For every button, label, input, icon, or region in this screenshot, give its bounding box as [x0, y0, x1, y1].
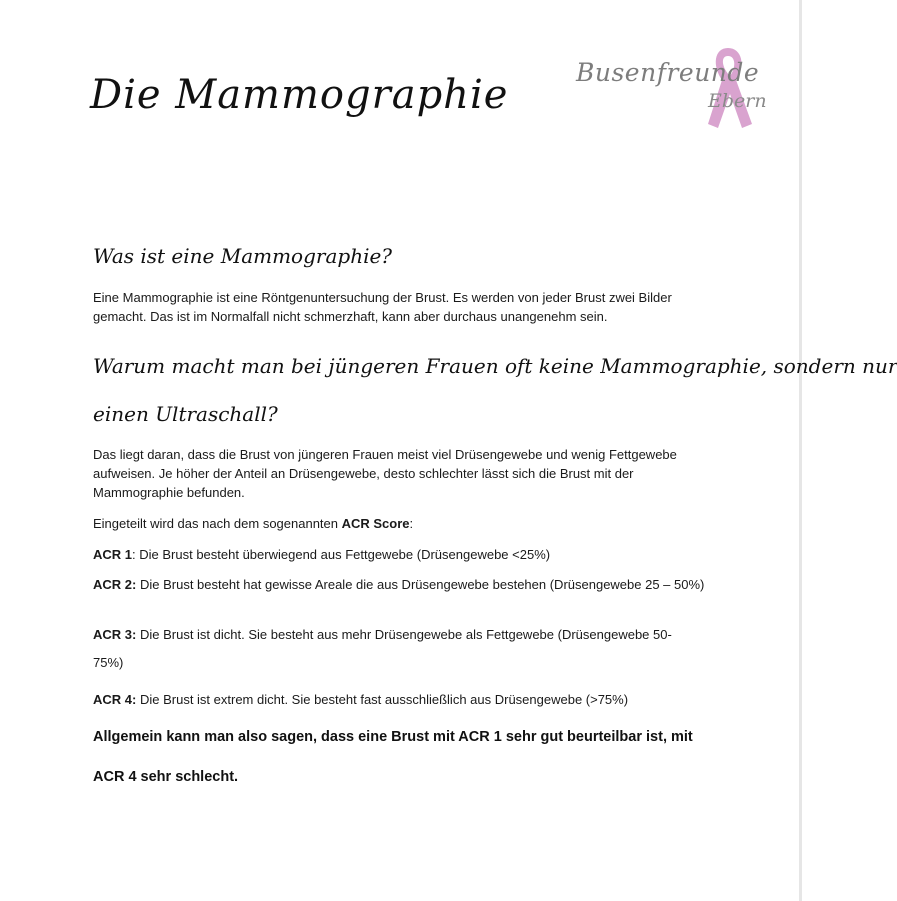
page-edge — [799, 0, 802, 901]
acr-item-4 — [93, 690, 705, 709]
logo-text-line1: Busenfreunde — [576, 58, 760, 87]
acr-intro — [93, 514, 705, 533]
heading-why-line1: Warum macht man bei jüngeren Frauen oft keine Mammographie, sondern nur — [93, 354, 897, 378]
conclusion-line1: Allgemein kann man also sagen, dass eine Brust mit ACR 1 sehr gut beurteilbar ist, mit — [93, 729, 693, 745]
acr-sep: : — [132, 547, 140, 562]
acr-item-3-continuation: 75%) — [93, 655, 124, 670]
acr-score-label: ACR Score — [341, 516, 410, 531]
acr-item-2 — [93, 575, 705, 594]
heading-what-is: Was ist eine Mammographie? — [93, 244, 393, 268]
acr-text: Die Brust ist extrem dicht. Sie besteht fast ausschließlich aus Drüsengewebe (>75%) — [139, 692, 629, 707]
acr-label: ACR 2: — [93, 577, 137, 592]
document-title: Die Mammographie — [90, 72, 509, 118]
acr-label: ACR 4: — [93, 692, 137, 707]
logo — [570, 44, 780, 134]
acr-intro-text: Eingeteilt wird das nach dem sogenannten — [93, 516, 342, 531]
acr-text: Die Brust besteht überwiegend aus Fettgewebe (Drüsengewebe <25%) — [139, 547, 551, 562]
logo-text-line2: Ebern — [708, 90, 767, 112]
paragraph-what-is: Eine Mammographie ist eine Röntgenuntersuchung der Brust. Es werden von jeder Brust zwei Bilder gemacht. Das ist im Normalfall nicht schmerzhaft, kann aber durchaus unangenehm sein. — [93, 290, 672, 324]
acr-label: ACR 3: — [93, 627, 137, 642]
acr-intro-colon: : — [409, 516, 414, 531]
paragraph-why: Das liegt daran, dass die Brust von jüngeren Frauen meist viel Drüsengewebe und wenig Fettgewebe aufweisen. Je höher der Anteil an Drüsengewebe, desto schlechter lässt sich die Brust mit der Mammographie befunden. — [93, 447, 677, 500]
acr-text: Die Brust ist dicht. Sie besteht aus mehr Drüsengewebe als Fettgewebe (Drüsengewebe 50- — [139, 627, 672, 642]
conclusion-line2: ACR 4 sehr schlecht. — [93, 769, 239, 785]
acr-text: Die Brust besteht hat gewisse Areale die aus Drüsengewebe bestehen (Drüsengewebe 25 – 50%) — [139, 577, 705, 592]
heading-why-line2: einen Ultraschall? — [93, 402, 278, 426]
acr-item-1 — [93, 545, 705, 564]
acr-item-3 — [93, 625, 705, 644]
acr-label: ACR 1 — [93, 547, 133, 562]
